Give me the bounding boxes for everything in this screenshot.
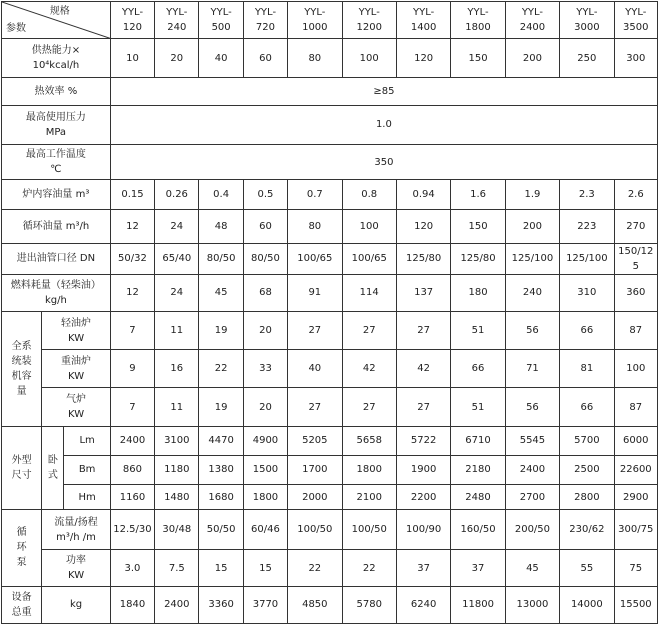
- row-pump-flow: [2, 510, 658, 550]
- model-header: YYL- 720: [243, 2, 287, 39]
- row-label: 炉内容油量 m³: [2, 180, 111, 210]
- table-cell: 100: [614, 350, 657, 388]
- table-cell: 87: [614, 311, 657, 349]
- header-diagonal-cell: [2, 2, 111, 39]
- table-cell: 80/50: [199, 243, 243, 274]
- table-cell: 20: [243, 388, 287, 426]
- table-cell: 860: [110, 455, 154, 484]
- table-cell: 60: [243, 210, 287, 243]
- table-cell: 100/65: [342, 243, 396, 274]
- table-cell: 40: [288, 350, 342, 388]
- row-label: 循环油量 m³/h: [2, 210, 111, 243]
- row-weight: [2, 586, 658, 623]
- dimensions-group-label: 外型 尺寸: [2, 426, 42, 510]
- row-max-temp: [2, 144, 658, 179]
- table-cell: 0.4: [199, 180, 243, 210]
- table-cell: 10: [110, 39, 154, 78]
- table-cell: 310: [560, 274, 614, 311]
- row-circ-oil: [2, 210, 658, 243]
- table-cell: 2200: [396, 485, 450, 510]
- row-label: 功率 KW: [42, 550, 111, 586]
- table-cell: 150: [451, 210, 505, 243]
- table-cell: 250: [560, 39, 614, 78]
- row-label: 燃料耗量（轻柴油） kg/h: [2, 274, 111, 311]
- row-pipe-diameter: [2, 243, 658, 274]
- table-cell: 19: [199, 311, 243, 349]
- table-cell: 3770: [243, 586, 287, 623]
- table-cell: 0.7: [288, 180, 342, 210]
- row-label: Bm: [64, 455, 110, 484]
- model-header: YYL- 1200: [342, 2, 396, 39]
- table-cell: 22600: [614, 455, 657, 484]
- table-cell: 81: [560, 350, 614, 388]
- row-dim-hm: [2, 485, 658, 510]
- horizontal-type-label: 卧 式: [42, 426, 64, 510]
- table-cell: 15: [199, 550, 243, 586]
- table-cell: 24: [155, 274, 199, 311]
- table-cell: 80: [288, 210, 342, 243]
- table-cell: 1800: [342, 455, 396, 484]
- table-cell: 68: [243, 274, 287, 311]
- table-cell: 40: [199, 39, 243, 78]
- table-cell: 270: [614, 210, 657, 243]
- table-cell: 2100: [342, 485, 396, 510]
- table-cell: 3100: [155, 426, 199, 455]
- table-cell: 75: [614, 550, 657, 586]
- table-cell: 12: [110, 274, 154, 311]
- table-cell: 22: [288, 550, 342, 586]
- table-cell: 3360: [199, 586, 243, 623]
- table-cell: 66: [560, 388, 614, 426]
- row-fuel: [2, 274, 658, 311]
- table-cell: 91: [288, 274, 342, 311]
- row-max-pressure: [2, 105, 658, 144]
- model-header: YYL- 2400: [505, 2, 559, 39]
- table-cell: 80/50: [243, 243, 287, 274]
- table-cell: 1500: [243, 455, 287, 484]
- table-cell: 1.9: [505, 180, 559, 210]
- table-cell: 11: [155, 388, 199, 426]
- table-cell: 1380: [199, 455, 243, 484]
- row-heavy-oil: [2, 350, 658, 388]
- table-cell: 0.94: [396, 180, 450, 210]
- model-header: YYL- 120: [110, 2, 154, 39]
- table-cell: 12.5/30: [110, 510, 154, 550]
- model-header: YYL- 1000: [288, 2, 342, 39]
- table-cell: 3.0: [110, 550, 154, 586]
- table-cell: 1800: [243, 485, 287, 510]
- table-cell: 22: [342, 550, 396, 586]
- table-cell: 4470: [199, 426, 243, 455]
- table-cell: 2400: [505, 455, 559, 484]
- table-cell: 60: [243, 39, 287, 78]
- table-cell: 27: [396, 311, 450, 349]
- table-cell: 6710: [451, 426, 505, 455]
- table-cell: 6000: [614, 426, 657, 455]
- table-cell: 180: [451, 274, 505, 311]
- table-cell: 66: [560, 311, 614, 349]
- table-cell: 1.6: [451, 180, 505, 210]
- table-cell: 24: [155, 210, 199, 243]
- table-cell: 5658: [342, 426, 396, 455]
- table-cell: 50/50: [199, 510, 243, 550]
- table-cell: 16: [155, 350, 199, 388]
- table-cell: 27: [342, 388, 396, 426]
- row-efficiency: [2, 78, 658, 105]
- table-cell: 55: [560, 550, 614, 586]
- table-cell: 125/100: [505, 243, 559, 274]
- row-dim-lm: [2, 426, 658, 455]
- table-cell: 5780: [342, 586, 396, 623]
- pump-group-label: 循 环 泵: [2, 510, 42, 586]
- table-cell: 9: [110, 350, 154, 388]
- row-light-oil: [2, 311, 658, 349]
- table-cell: 5205: [288, 426, 342, 455]
- table-cell: 137: [396, 274, 450, 311]
- table-cell: 45: [199, 274, 243, 311]
- table-cell: 230/62: [560, 510, 614, 550]
- table-cell: 42: [396, 350, 450, 388]
- table-cell: 11800: [451, 586, 505, 623]
- table-cell: 60/46: [243, 510, 287, 550]
- table-cell: 114: [342, 274, 396, 311]
- table-cell: 7.5: [155, 550, 199, 586]
- table-cell: 125/80: [396, 243, 450, 274]
- table-cell: 1180: [155, 455, 199, 484]
- table-cell: 56: [505, 311, 559, 349]
- table-cell: 100: [342, 39, 396, 78]
- table-cell: 200: [505, 210, 559, 243]
- row-label: Hm: [64, 485, 110, 510]
- row-label: 最高工作温度 ℃: [2, 144, 111, 179]
- table-cell: 6240: [396, 586, 450, 623]
- table-cell: 1480: [155, 485, 199, 510]
- table-cell: 2800: [560, 485, 614, 510]
- table-cell: 0.8: [342, 180, 396, 210]
- table-cell: 1900: [396, 455, 450, 484]
- merged-value: ≥85: [110, 78, 657, 105]
- table-cell: 15500: [614, 586, 657, 623]
- table-cell: 2000: [288, 485, 342, 510]
- table-cell: 30/48: [155, 510, 199, 550]
- row-label: 进出油管口径 DN: [2, 243, 111, 274]
- spec-label: 规格: [49, 6, 70, 17]
- table-cell: 14000: [560, 586, 614, 623]
- table-cell: 5545: [505, 426, 559, 455]
- table-cell: 4900: [243, 426, 287, 455]
- table-cell: 12: [110, 210, 154, 243]
- capacity-group-label: 全系 统装 机容 量: [2, 311, 42, 426]
- table-cell: 125/100: [560, 243, 614, 274]
- table-cell: 1700: [288, 455, 342, 484]
- table-cell: 65/40: [155, 243, 199, 274]
- table-cell: 100: [342, 210, 396, 243]
- table-cell: 4850: [288, 586, 342, 623]
- table-cell: 50/32: [110, 243, 154, 274]
- table-cell: 7: [110, 388, 154, 426]
- table-cell: 2480: [451, 485, 505, 510]
- table-cell: 2.3: [560, 180, 614, 210]
- table-cell: 5700: [560, 426, 614, 455]
- table-cell: 120: [396, 210, 450, 243]
- table-cell: 300/75: [614, 510, 657, 550]
- weight-group-label: 设备 总重: [2, 586, 42, 623]
- table-cell: 223: [560, 210, 614, 243]
- table-cell: 19: [199, 388, 243, 426]
- table-cell: 37: [396, 550, 450, 586]
- table-cell: 22: [199, 350, 243, 388]
- table-cell: 0.26: [155, 180, 199, 210]
- table-cell: 1160: [110, 485, 154, 510]
- table-cell: 160/50: [451, 510, 505, 550]
- row-label: 流量/扬程 m³/h /m: [42, 510, 111, 550]
- row-label: 气炉 KW: [42, 388, 111, 426]
- row-dim-bm: [2, 455, 658, 484]
- table-cell: 2400: [155, 586, 199, 623]
- table-cell: 27: [396, 388, 450, 426]
- table-cell: 150: [451, 39, 505, 78]
- table-cell: 20: [243, 311, 287, 349]
- table-cell: 11: [155, 311, 199, 349]
- param-label: 参数: [6, 23, 26, 35]
- table-cell: 100/50: [288, 510, 342, 550]
- table-cell: 45: [505, 550, 559, 586]
- model-header: YYL- 3500: [614, 2, 657, 39]
- table-cell: 100/90: [396, 510, 450, 550]
- table-cell: 2.6: [614, 180, 657, 210]
- table-cell: 125/80: [451, 243, 505, 274]
- header-row: [2, 2, 658, 39]
- row-oil-volume: [2, 180, 658, 210]
- model-header: YYL- 240: [155, 2, 199, 39]
- model-header: YYL- 3000: [560, 2, 614, 39]
- table-cell: 37: [451, 550, 505, 586]
- row-pump-power: [2, 550, 658, 586]
- table-cell: 2500: [560, 455, 614, 484]
- table-cell: 13000: [505, 586, 559, 623]
- table-cell: 80: [288, 39, 342, 78]
- table-cell: 7: [110, 311, 154, 349]
- table-cell: 66: [451, 350, 505, 388]
- table-cell: 20: [155, 39, 199, 78]
- table-cell: 87: [614, 388, 657, 426]
- table-cell: 200/50: [505, 510, 559, 550]
- model-header: YYL- 1800: [451, 2, 505, 39]
- table-cell: 5722: [396, 426, 450, 455]
- table-cell: 51: [451, 311, 505, 349]
- table-cell: 1840: [110, 586, 154, 623]
- table-cell: 27: [288, 388, 342, 426]
- model-header: YYL- 1400: [396, 2, 450, 39]
- table-cell: 100/50: [342, 510, 396, 550]
- table-cell: 27: [288, 311, 342, 349]
- table-cell: 42: [342, 350, 396, 388]
- row-label: kg: [42, 586, 111, 623]
- table-cell: 120: [396, 39, 450, 78]
- table-cell: 100/65: [288, 243, 342, 274]
- table-cell: 2900: [614, 485, 657, 510]
- table-cell: 56: [505, 388, 559, 426]
- table-cell: 2400: [110, 426, 154, 455]
- row-label: 供热能力× 10⁴kcal/h: [2, 39, 111, 78]
- table-cell: 240: [505, 274, 559, 311]
- merged-value: 1.0: [110, 105, 657, 144]
- table-cell: 51: [451, 388, 505, 426]
- table-cell: 0.15: [110, 180, 154, 210]
- table-cell: 1680: [199, 485, 243, 510]
- table-cell: 2700: [505, 485, 559, 510]
- row-label: 重油炉 KW: [42, 350, 111, 388]
- table-cell: 360: [614, 274, 657, 311]
- row-label: 最高使用压力 MPa: [2, 105, 111, 144]
- table-cell: 15: [243, 550, 287, 586]
- table-cell: 200: [505, 39, 559, 78]
- table-cell: 150/125: [614, 243, 657, 274]
- row-label: 热效率 %: [2, 78, 111, 105]
- table-cell: 0.5: [243, 180, 287, 210]
- table-cell: 48: [199, 210, 243, 243]
- row-gas: [2, 388, 658, 426]
- merged-value: 350: [110, 144, 657, 179]
- table-cell: 33: [243, 350, 287, 388]
- model-header: YYL- 500: [199, 2, 243, 39]
- row-label: Lm: [64, 426, 110, 455]
- table-cell: 71: [505, 350, 559, 388]
- row-heat-supply: [2, 39, 658, 78]
- row-label: 轻油炉 KW: [42, 311, 111, 349]
- spec-table: [1, 1, 658, 624]
- table-cell: 27: [342, 311, 396, 349]
- table-cell: 300: [614, 39, 657, 78]
- table-cell: 2180: [451, 455, 505, 484]
